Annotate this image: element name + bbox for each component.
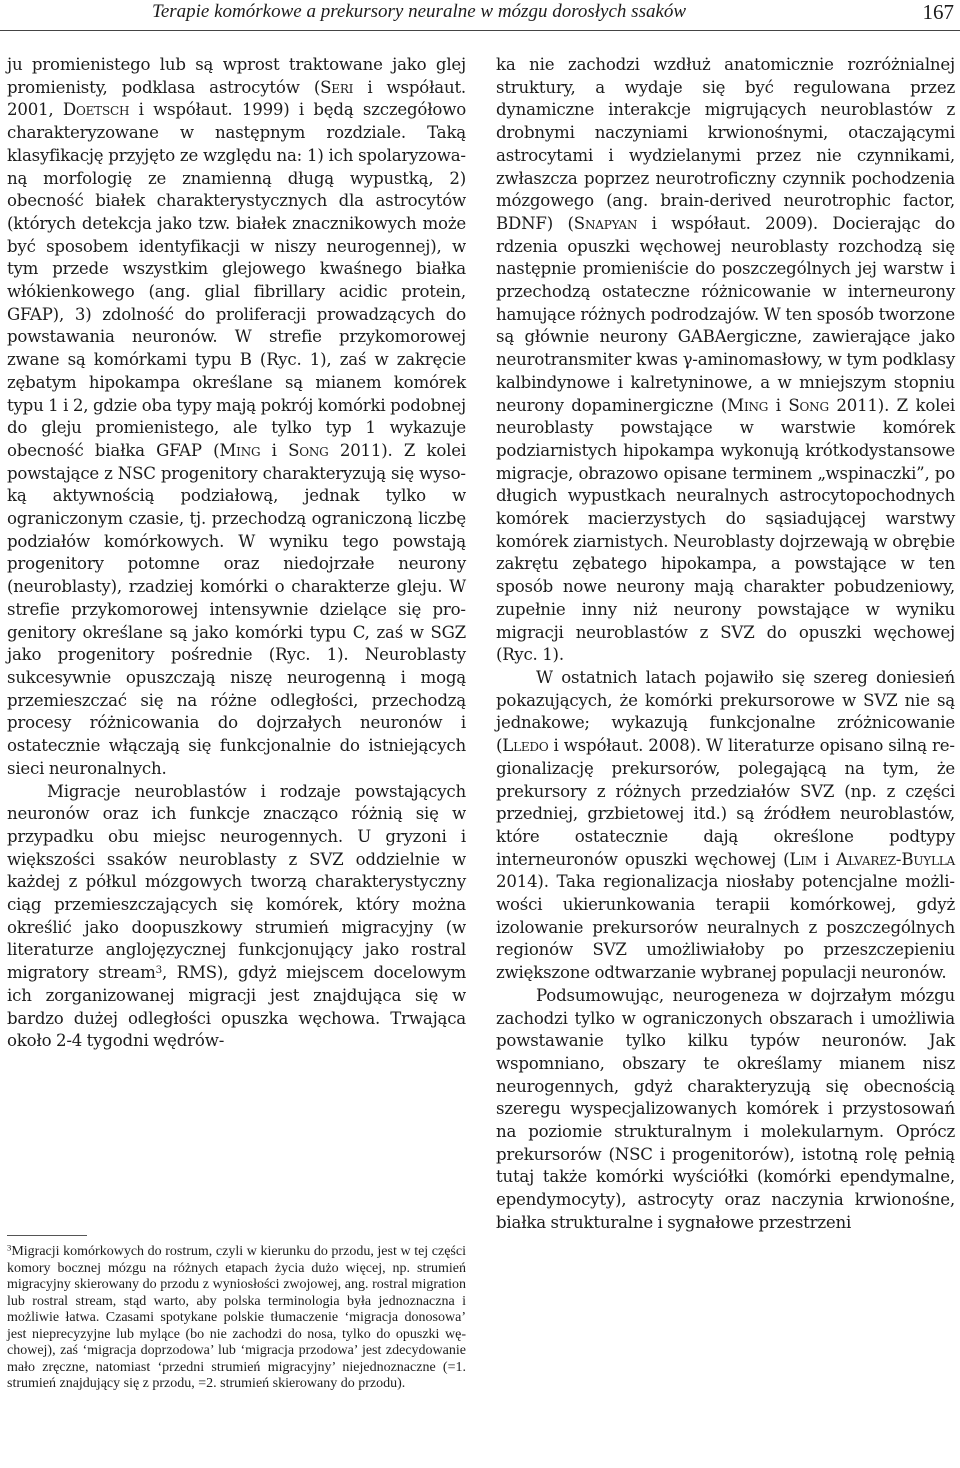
text-run: Migracje neuroblastów i rodzaje powstających neuronów oraz ich funkcje znacząco różnią się w przypadku obu miejsc neurogennych. U gryzoni i większości ssaków neuroblasty z SVZ oddzielnie w każdej z półkul mózgowych tworzą charakterystyczny ciąg przemieszczających się komórek, który można określić jako doopuszkowy strumień migracyjny (w literaturze anglojęzycznej funkcjonujący jako rostral migratory stream	[7, 781, 466, 983]
text-run: ka nie zachodzi wzdłuż anatomicznie rozróżnialnej struktury, a wydaje się być regulowana przez dynamiczne interakcje migrujących neuroblastów z drobnymi naczyniami krwionośnymi, otaczającymi astrocytami i wydzielanymi przez nie czynnikami, zwłaszcza poprzez neurotroficzny czynnik pochodzenia mózgowego (ang. brain-derived neurotrophic factor, BDNF) (	[496, 55, 955, 233]
author-name: Lledo	[502, 736, 549, 756]
author-name: Song	[788, 395, 829, 415]
text-run: i	[260, 440, 289, 460]
paragraph	[7, 781, 466, 1053]
paragraph	[496, 667, 955, 985]
running-title: Terapie komórkowe a prekursory neuralne w mózgu dorosłych ssaków	[152, 1, 687, 22]
paragraph	[496, 54, 955, 667]
author-name: Snapyan	[573, 213, 638, 233]
right-column	[496, 54, 955, 1235]
text-run: 2011). Z kolei neuroblasty powstające w warstwie komórek podziarnistych hipokampa wykonują krótkodystansowe migracje, obrazowo opisane terminem „wspinaczki”, po długich wypustkach neuralnych astrocytopochodnych komórek macierzystych do sąsiadującej warstwy komórek ziarnistych. Neuroblasty dojrzewają w obrębie zakrętu zębatego hipokampa, a powstające w ten sposób nowe neurony mają charakter pobudzeniowy, zupełnie inny niż neurony powstające w wyniku migracji neuroblastów z SVZ do opuszki węchowej (Ryc. 1).	[496, 395, 955, 665]
author-name: Ming	[219, 440, 261, 460]
author-name: Ming	[727, 395, 769, 415]
text-run: i współaut. 2009). Docierając do rdzenia opuszki węchowej neuroblasty rozchodzą się następnie promieniście do poszczególnych jej warstw i przechodzą ostateczne różnicowanie w interneurony hamujące różnych podrodzajów. W ten sposób tworzone są głównie neurony GABAergiczne, zawierające jako neurotransmiter kwas γ-aminomasłowy, w tym podklasy kalbindynowe i kalretyninowe, a w mniejszym stopniu neurony dopaminergiczne (	[496, 213, 956, 415]
page-number: 167	[922, 0, 954, 24]
left-column	[7, 54, 466, 1053]
author-name: Seri	[320, 77, 354, 97]
text-run: , RMS), gdyż miejscem docelowym ich zorganizowanej migracji jest znajdująca się w bardzo dużej odległości opuszka węchowa. Trwająca około 2-4 tygodni wędrów-	[7, 963, 466, 1051]
running-header	[0, 0, 960, 31]
author-name: Lim	[789, 849, 817, 869]
footnote-reference: 3	[155, 963, 162, 976]
author-name: Doetsch	[62, 100, 130, 120]
text-run: i	[816, 849, 837, 869]
text-run: i współaut. 1999) i będą szczegółowo charakteryzowane w następnym rozdziale. Taką klasyfikację przyjęto ze względu na: 1) ich spolaryzowaną morfologię ze znamienną długą wypustką, 2) obecność białek charakterystycznych dla astrocytów (których detekcja jako tzw. białek znacznikowych może być sposobem identyfikacji w niszy neurogennej), w tym przede wszystkim glejowego kwaśnego białka włókienkowego (ang. glial fibrillary acidic protein, GFAP), 3) zdolność do proliferacji prowadzących do powstawania neuronów. W strefie przykomorowej zwane są komórkami typu B (Ryc. 1), zaś w zakręcie zębatym hipokampa określane są mianem komórek typu 1 i 2, gdzie oba typy mają pokrój komórki podobnej do gleju promienistego, ale tylko typ 1 wykazuje obecność białka GFAP (	[7, 100, 466, 460]
text-run: W ostatnich latach pojawiło się szereg doniesień pokazujących, że komórki prekursorowe w SVZ nie są jednakowe; wykazują funkcjonalne zróżnicowanie (	[496, 667, 955, 756]
text-run: 2011). Z kolei powstające z NSC progenitory charakteryzują się wysoką aktywnością podziałową, jednak tylko w ograniczonym czasie, tj. przechodzą ograniczoną liczbę podziałów komórkowych. W wyniku tego powstają progenitory potomne oraz niedojrzałe neurony (neuroblasty), rzadziej komórki o charakterze gleju. W strefie przykomorowej intensywnie dzielące się progenitory określane są jako komórki typu C, zaś w SGZ jako progenitory pośrednie (Ryc. 1). Neuroblasty sukcesywnie opuszczają niszę neurogenną i mogą przemieszczać się na różne odległości, przechodzą procesy różnicowania do dojrzałych neuronów i ostatecznie włączają się funkcjonalnie do istniejących sieci neuronalnych.	[7, 440, 466, 778]
text-run: 2014). Taka regionalizacja niosłaby potencjalne możliwości ukierunkowania terapii komórkowej, gdyż izolowanie prekursorów neuralnych z poszczególnych regionów SVZ umożliwiałoby po przeszczepieniu zwiększone odtwarzanie wybranej populacji neuronów.	[496, 872, 955, 983]
footnote-marker: 3	[7, 1242, 12, 1253]
footnote-divider	[7, 1235, 87, 1236]
text-run: ju promienistego lub są wprost traktowane jako glej promienisty, podklasa astrocytów (	[7, 55, 466, 97]
author-name: Song	[288, 440, 329, 460]
text-run: i współaut. 2001,	[7, 77, 466, 120]
paragraph: Podsumowując, neurogeneza w dojrzałym mózgu zachodzi tylko w ograniczonych obszarach i umożliwia powstawanie tylko kilku typów neuronów. Jak wspomniano, obszary te określamy mianem nisz neurogennych, gdyż charakteryzują się obecnością szeregu wyspecjalizowanych komórek i przystosowań na poziomie strukturalnym i molekularnym. Oprócz prekursorów (NSC i progenitorów), istotną rolę pełnią tutaj także komórki wyściółki (komórki ependymalne, ependymocyty), astrocyty oraz naczynia krwionośne, białka strukturalne i sygnałowe przestrzeni	[496, 985, 955, 1232]
footnote-text: Migracji komórkowych do rostrum, czyli w kierunku do przodu, jest w tej części komory bocznej mózgu na różnych etapach życia dużo więcej, np. strumień migracyjny skierowany do przodu z wyniosłości zwojowej, ang. rostral migration lub rostral stream, stąd warto, aby polska terminologia była jednoznaczna i możliwie łatwa. Czasami spotykane polskie tłumaczenie ‘migracja donosowa’ jest nieprecyzyjne lub mylące (bo nie zachodzi do nosa, tylko do opuszki węchowej), zaś ‘migracja doprzodowa’ lub ‘migracja przodowa’ jest zdecydowanie mało zręczne, natomiast ‘przedni strumień migracyjny’ niejednoznaczne (=1. strumień znajdujący się z przodu, =2. strumień skierowany do przodu).	[7, 1244, 466, 1391]
footnote-paragraph	[7, 1244, 466, 1393]
text-run: i współaut. 2008). W literaturze opisano silną regionalizację prekursorów, polegającą na tym, że prekursory z różnych przedziałów SVZ (np. z części przedniej, grzbietowej itd.) są źródłem neuroblastów, które ostatecznie dają określone podtypy interneuronów opuszki węchowej (	[496, 736, 955, 869]
author-name: Alvarez-Buylla	[836, 849, 955, 869]
text-run: i	[768, 395, 789, 415]
paragraph	[7, 54, 466, 781]
footnote	[7, 1244, 466, 1393]
